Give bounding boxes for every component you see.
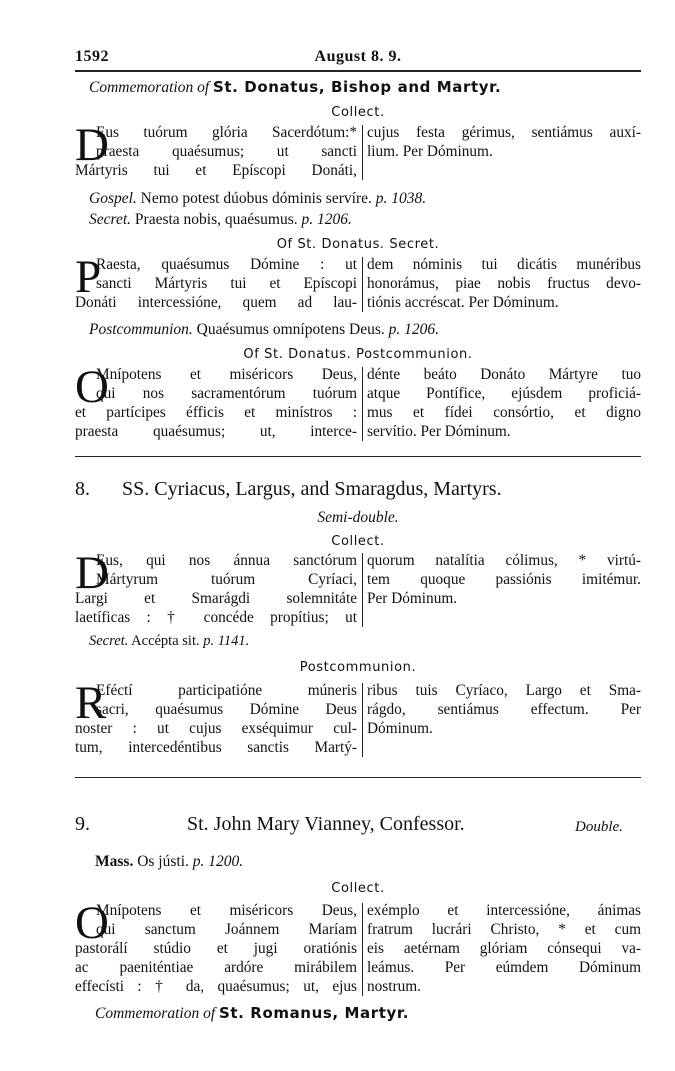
gospel-line: Gospel. Nemo potest dúobus dóminis servíre. p. 1038.	[89, 190, 427, 207]
drop-initial: P	[75, 251, 102, 303]
section-rule	[75, 777, 641, 778]
drop-initial: R	[75, 677, 107, 729]
secret-line: Secret. Accépta sit. p. 1141.	[89, 633, 250, 649]
collect-heading: Collect.	[331, 881, 385, 896]
postcommunion-heading: Of St. Donatus. Postcommunion.	[243, 347, 473, 362]
header-rule	[75, 70, 641, 72]
section-rule	[75, 456, 641, 457]
feast-number: 8.	[75, 478, 90, 500]
column-divider	[362, 367, 363, 441]
commemoration-donatus: Commemoration of St. Donatus, Bishop and Martyr.	[89, 78, 502, 96]
postcommunion-line: Postcommunion. Quaésumus omnípotens Deus. p. 1206.	[89, 321, 440, 338]
running-title: August 8. 9.	[314, 48, 402, 65]
mass-line: Mass. Os jústi. p. 1200.	[95, 853, 244, 870]
collect-cyriacus: D Eus, qui nos ánnua sanctórum Mártyrum tuórum Cyríaci, Largi et Smarágdi solemnitáte laetíficas : † concéde propítius; ut quorum natalítia cólimus, * virtú- tem quoque passiónis imitémur. Per Dóminum.	[75, 547, 641, 626]
column-divider	[362, 553, 363, 627]
postcommunion-cyriacus: R Eféctí participatióne múneris sacri, quaésumus Dómine Deus noster : ut cujus exséquimur cul- tum, intercedéntibus sanctis Martý- ribus tuis Cyríaco, Largo et Sma- rágdo, sentiámus effectum. Per Dóminum.	[75, 677, 641, 756]
collect-heading: Collect.	[331, 105, 385, 120]
secret-line: Secret. Praesta nobis, quaésumus. p. 1206.	[89, 211, 352, 228]
page-number: 1592	[75, 48, 109, 65]
collect-donatus: D Eus tuórum glória Sacerdótum:* praesta quaésumus; ut sancti Mártyris tui et Epíscopi Donáti, cujus festa gérimus, sentiámus auxí- lium. Per Dóminum.	[75, 119, 641, 179]
feast-title: St. John Mary Vianney, Confessor.	[187, 813, 465, 835]
collect-heading: Collect.	[331, 534, 385, 549]
drop-initial: D	[75, 119, 109, 171]
drop-initial: O	[75, 897, 109, 949]
column-divider	[362, 257, 363, 312]
drop-initial: D	[75, 547, 109, 599]
collect-vianney: O Mnípotens et miséricors Deus, qui sanctum Joánnem Maríam pastorálí stúdio et jugi oratiónis ac paeniténtiae ardóre mirábilem effecísti : † da, quaésumus; ut, ejus exémplo et intercessióne, ánimas fratrum lucrári Christo, * et cum eis aetérnam glóriam cónsequi va- leámus. Per eúmdem Dóminum nostrum.	[75, 897, 641, 995]
postcommunion-donatus: O Mnípotens et miséricors Deus, qui nos sacramentórum tuórum et partícipes éfficis et minístros : praesta quaésumus; ut, interce- dénte beáto Donáto Mártyre tuo atque Pontífice, ejúsdem proficiá- mus et fídei consórtio, et digno servítio. Per Dóminum.	[75, 361, 641, 440]
feast-rank: Double.	[575, 819, 623, 835]
feast-number: 9.	[75, 813, 90, 835]
secret-heading: Of St. Donatus. Secret.	[276, 237, 440, 252]
secret-donatus: P Raesta, quaésumus Dómine : ut sancti Mártyris tui et Epíscopi Donáti intercessióne, quem ad lau- dem nóminis tui dicátis munéribus honorámus, piae nobis fructus devo- tiónis accréscat. Per Dóminum.	[75, 251, 641, 311]
drop-initial: O	[75, 361, 109, 413]
column-divider	[362, 683, 363, 757]
feast-title: SS. Cyriacus, Largus, and Smaragdus, Martyrs.	[122, 478, 502, 500]
postcommunion-heading: Postcommunion.	[299, 660, 417, 675]
feast-rank: Semi-double.	[317, 509, 399, 526]
column-divider	[362, 903, 363, 996]
commemoration-romanus: Commemoration of St. Romanus, Martyr.	[95, 1004, 410, 1022]
column-divider	[362, 125, 363, 180]
